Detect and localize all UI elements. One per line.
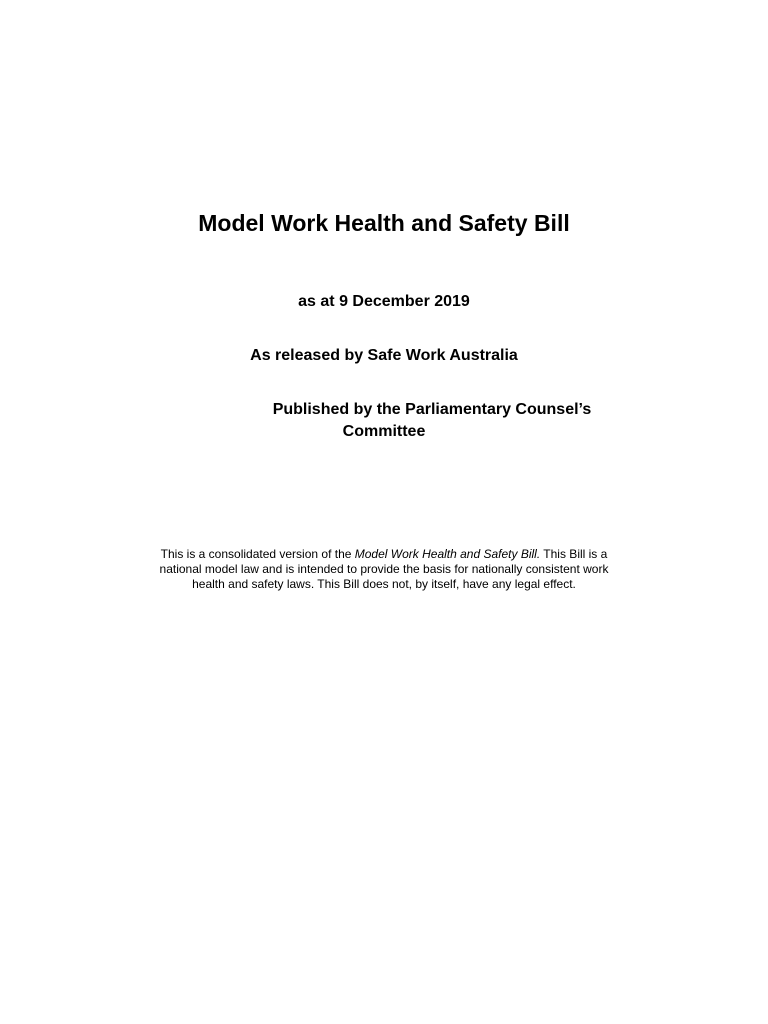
published-by — [160, 399, 608, 443]
notice-bill-name: Model Work Health and Safety Bill. — [354, 547, 541, 561]
document-title: Model Work Health and Safety Bill — [198, 210, 570, 236]
published-by-line-1: Published by the Parliamentary Counsel’s — [272, 401, 592, 418]
released-by: As released by Safe Work Australia — [250, 347, 518, 364]
consolidation-notice — [159, 547, 609, 592]
as-at-date: as at 9 December 2019 — [298, 293, 470, 310]
notice-suffix: This Bill is a national model law and is intended to provide the basis for nationally consistent work health and safety laws. This Bill does not, by itself, have any legal effect. — [159, 547, 609, 591]
published-by-line-2: Committee — [342, 423, 426, 440]
notice-prefix: This is a consolidated version of the — [160, 547, 355, 561]
